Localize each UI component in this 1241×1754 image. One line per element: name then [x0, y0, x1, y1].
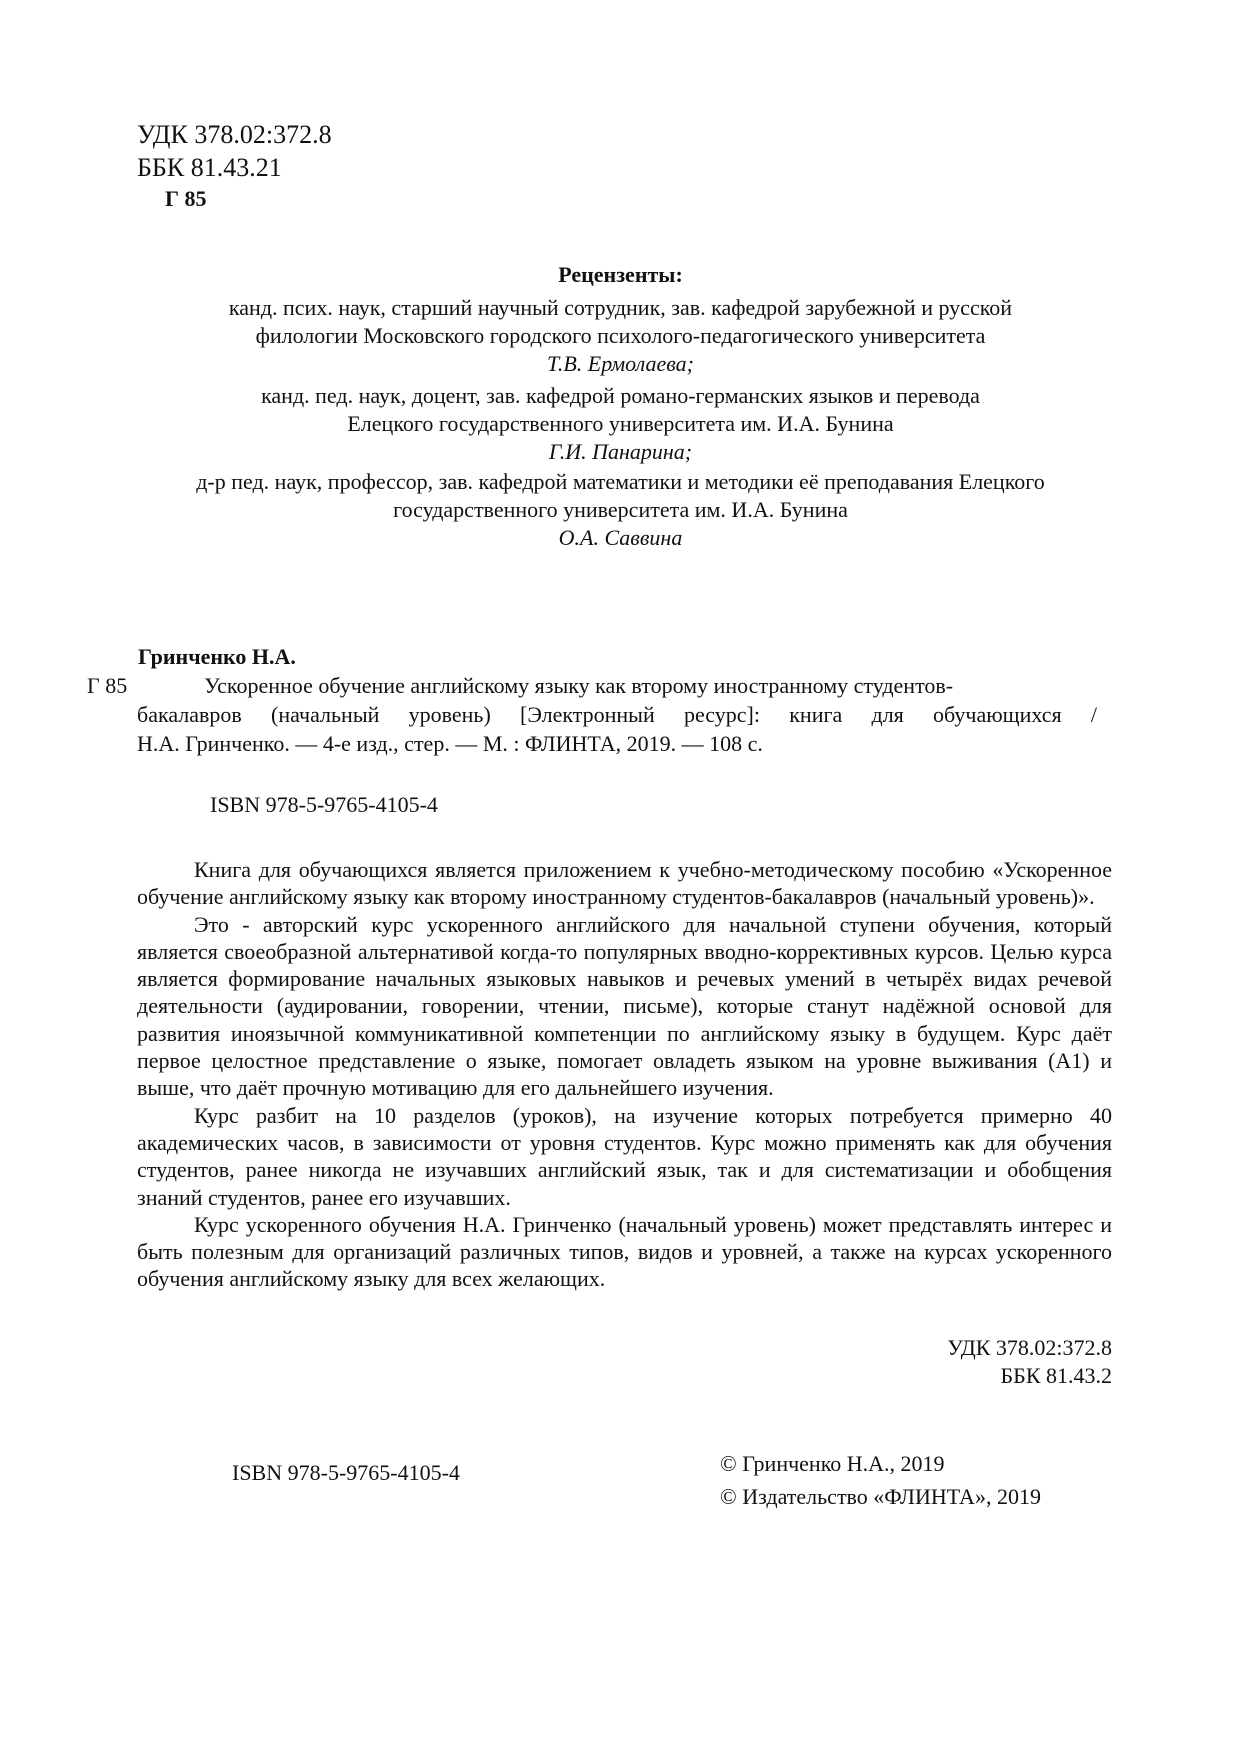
- footer-udk: УДК 378.02:372.8: [947, 1335, 1112, 1360]
- footer-isbn: ISBN 978-5-9765-4105-4: [232, 1460, 460, 1485]
- reviewer-1-line-2: филологии Московского городского психолого-педагогического университета: [255, 323, 986, 348]
- reviewer-2-name: Г.И. Панарина;: [548, 439, 693, 464]
- author-mark: Г 85: [165, 186, 207, 211]
- reviewer-1: [0, 295, 1241, 379]
- reviewers-title: Рецензенты:: [558, 262, 683, 287]
- bib-line-3: Н.А. Гринченко. — 4-е изд., стер. — М. : ФЛИНТА, 2019. — 108 с.: [137, 731, 763, 756]
- reviewer-2-line-1: канд. пед. наук, доцент, зав. кафедрой романо-германских языков и перевода: [261, 383, 980, 408]
- bib-isbn: ISBN 978-5-9765-4105-4: [210, 792, 438, 817]
- classification-codes: [137, 118, 332, 214]
- copyright-publisher: © Издательство «ФЛИНТА», 2019: [720, 1484, 1041, 1509]
- copyright: [720, 1447, 1041, 1513]
- abstract: [137, 856, 1112, 1293]
- abstract-paragraph: Курс ускоренного обучения Н.А. Гринченко (начальный уровень) может представлять интерес и быть полезным для организаций различных типов, видов и уровней, а также на курсах ускоренного обучения английскому языку для всех желающих.: [137, 1211, 1112, 1292]
- reviewer-1-name: Т.В. Ермолаева;: [547, 351, 694, 376]
- abstract-paragraph: Курс разбит на 10 разделов (уроков), на изучение которых потребуется примерно 40 академических часов, в зависимости от уровня студентов. Курс можно применять как для обучения студентов, ранее никогда не изучавших английский язык, так и для систематизации и обобщения знаний студентов, ранее его изучавших.: [137, 1102, 1112, 1210]
- reviewer-3: [0, 469, 1241, 553]
- abstract-paragraph: Это - авторский курс ускоренного английского для начальной ступени обучения, который является своеобразной альтернативой когда-то популярных вводно-коррективных курсов. Целью курса является формирование начальных языковых навыков и речевых умений в четырёх видах речевой деятельности (аудировании, говорении, чтении, письме), которые станут надёжной основой для развития иноязычной коммуникативной компетенции по английскому языку в будущем. Курс даёт первое целостное представление о языке, помогает овладеть языком на уровне выживания (А1) и выше, что даёт прочную мотивацию для его дальнейшего изучения.: [137, 911, 1112, 1101]
- bib-line-2: бакалавров (начальный уровень) [Электронный ресурс]: книга для обучающихся /: [137, 702, 1097, 727]
- footer-codes: [900, 1334, 1112, 1390]
- reviewer-3-line-1: д-р пед. наук, профессор, зав. кафедрой математики и методики её преподавания Елецкого: [196, 469, 1045, 494]
- bib-line-1-text: Ускоренное обучение английскому языку как второму иностранному студентов-: [204, 673, 954, 698]
- abstract-paragraph: Книга для обучающихся является приложением к учебно-методическому пособию «Ускоренное обучение английскому языку как второму иностранному студентов-бакалавров (начальный уровень)».: [137, 857, 1112, 910]
- reviewer-2: [0, 383, 1241, 467]
- bbk-code: ББК 81.43.21: [137, 153, 282, 182]
- footer-bbk: ББК 81.43.2: [1000, 1363, 1112, 1388]
- reviewer-2-line-2: Елецкого государственного университета им. И.А. Бунина: [347, 411, 894, 436]
- reviewer-3-line-2: государственного университета им. И.А. Бунина: [393, 497, 848, 522]
- bib-author: Гринченко Н.А.: [138, 644, 296, 669]
- reviewer-3-name: О.А. Саввина: [558, 525, 683, 550]
- bib-line-1: [87, 673, 1097, 702]
- bib-mark: Г 85: [87, 673, 128, 698]
- udk-code: УДК 378.02:372.8: [137, 120, 332, 149]
- bib-entry: [87, 673, 1097, 760]
- copyright-author: © Гринченко Н.А., 2019: [720, 1451, 945, 1476]
- reviewer-1-line-1: канд. псих. наук, старший научный сотрудник, зав. кафедрой зарубежной и русской: [228, 295, 1013, 320]
